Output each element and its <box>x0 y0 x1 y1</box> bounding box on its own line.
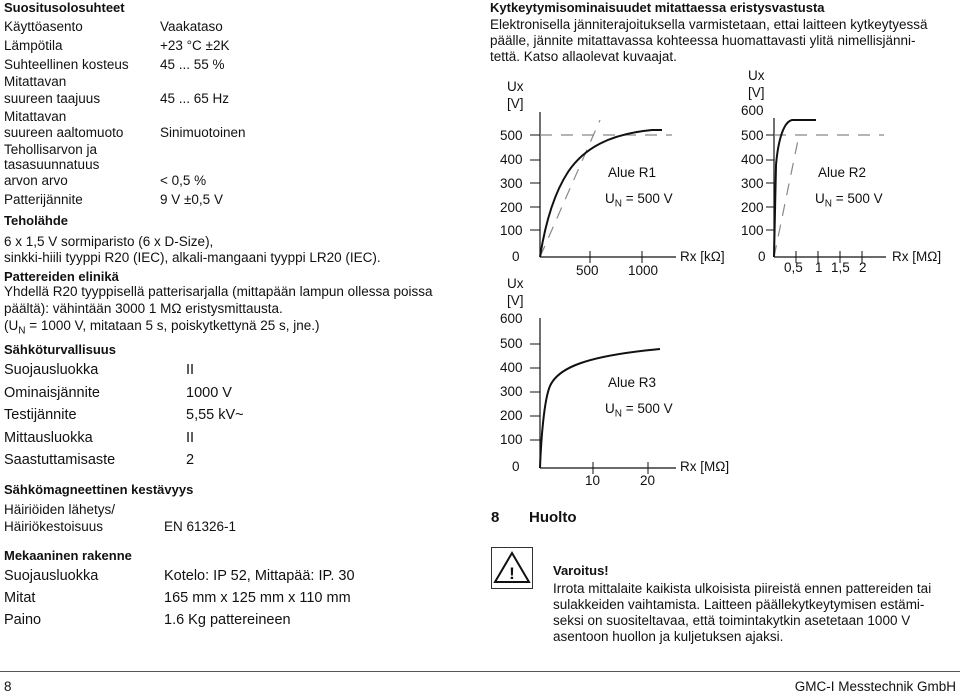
chart-r3-y-ticks <box>530 344 540 440</box>
warning-box <box>491 547 533 589</box>
safety-label-protection-class: Suojausluokka <box>4 362 99 378</box>
safety-label-measurement-category: Mittausluokka <box>4 430 93 446</box>
chart-r1-xtick-500: 500 <box>576 263 599 278</box>
warning-text-1: Irrota mittalaite kaikista ulkoisista piireistä ennen pattereiden tai <box>553 581 932 596</box>
emc-label-1: Häiriöiden lähetys/ <box>4 502 116 517</box>
ref-value-temperature: +23 °C ±2K <box>160 38 230 53</box>
battery-line-2: päältä): vähintään 3000 1 MΩ eristysmittausta. <box>4 301 283 316</box>
footer-divider <box>0 671 960 672</box>
power-line-2: sinkki-hiili tyyppi R20 (IEC), alkali-mangaani tyyppi LR20 (IEC). <box>4 250 381 265</box>
mech-value-weight: 1.6 Kg pattereineen <box>164 612 291 628</box>
battery-line-1: Yhdellä R20 tyyppisellä patterisarjalla (mittapään lampun ollessa poissa <box>4 284 433 299</box>
characteristics-title: Kytkeytymisominaisuudet mitattaessa eristysvastusta <box>490 0 825 15</box>
chart-r2-xtick-0-5: 0,5 <box>784 260 803 275</box>
ref-value-humidity: 45 ... 55 % <box>160 57 225 72</box>
chart-r3-range-label: Alue R3 <box>608 375 657 390</box>
chart-r3-nominal-voltage: $U_N = 500$ V <box>605 401 673 420</box>
characteristics-text-3: tettä. Katso allaolevat kuvaajat. <box>490 49 677 64</box>
ref-value-rms: < 0,5 % <box>160 173 207 188</box>
warning-text-2: sulakkeiden vaihtamista. Laitteen päällekytkeytymisen estämi- <box>553 597 925 612</box>
mech-label-protection: Suojausluokka <box>4 568 99 584</box>
characteristics-text-1: Elektronisella jänniterajoituksella varmistetaan, ettai laitteen kytkeytyessä <box>490 17 928 32</box>
mech-label-weight: Paino <box>4 612 42 628</box>
safety-label-rated-voltage: Ominaisjännite <box>4 385 100 401</box>
svg-text:!: ! <box>509 564 515 583</box>
chart-r2-xtick-2: 2 <box>859 260 867 275</box>
power-supply-title: Teholähde <box>4 213 69 228</box>
ref-label-rms-2: tasasuunnatuus <box>4 157 100 172</box>
page-number: 8 <box>4 679 12 694</box>
mech-value-dimensions: 165 mm x 125 mm x 110 mm <box>164 590 351 606</box>
chart-r1-ytick-0: 0 <box>512 249 520 264</box>
chart-r1-ytick-200: 200 <box>500 200 523 215</box>
battery-life-title: Pattereiden elinikä <box>4 269 119 284</box>
safety-value-test-voltage: 5,55 kV~ <box>186 407 244 423</box>
chart-r2-ytick-0: 0 <box>758 249 766 264</box>
chart-r3-xlabel: Rx [MΩ] <box>680 459 730 474</box>
maintenance-title: Huolto <box>529 509 577 526</box>
safety-value-protection-class: II <box>186 362 195 378</box>
ref-label-temperature: Lämpötila <box>4 38 63 53</box>
safety-value-pollution-degree: 2 <box>186 452 195 468</box>
ref-label-frequency-1: Mitattavan <box>4 74 67 89</box>
ref-label-waveform-2: suureen aaltomuoto <box>4 125 124 140</box>
chart-r2-ytick-600: 600 <box>741 103 764 118</box>
chart-r1-nominal-voltage: $U_N = 500$ V <box>605 191 673 210</box>
chart-r1-xlabel: Rx [kΩ] <box>680 249 725 264</box>
emc-value: EN 61326-1 <box>164 519 237 534</box>
chart-r2-ytick-100: 100 <box>741 223 764 238</box>
chart-r2-ylabel-2: [V] <box>748 85 765 100</box>
warning-text-4: asentoon huollon ja kuljetuksen ajaksi. <box>553 629 784 644</box>
chart-r2-xlabel: Rx [MΩ] <box>892 249 942 264</box>
ref-label-battery: Patterijännite <box>4 192 83 207</box>
chart-r1-xtick-1000: 1000 <box>628 263 659 278</box>
chart-r3-ytick-600: 600 <box>500 311 523 326</box>
ref-label-frequency-2: suureen taajuus <box>4 91 101 106</box>
chart-r3-ylabel-1: Ux <box>507 276 524 291</box>
warning-text-3: seksi on suositeltavaa, että toimintakytkin asetetaan 1000 V <box>553 613 911 628</box>
mech-value-protection: Kotelo: IP 52, Mittapää: IP. 30 <box>164 568 355 584</box>
ref-value-battery: 9 V ±0,5 V <box>160 192 223 207</box>
chart-r2-ytick-300: 300 <box>741 176 764 191</box>
ref-label-rms-3: arvon arvo <box>4 173 68 188</box>
chart-r3-xtick-10: 10 <box>585 473 601 488</box>
chart-r1-ylabel-2: [V] <box>507 96 524 111</box>
reference-conditions-title: Suositusolosuhteet <box>4 0 125 15</box>
ref-value-frequency: 45 ... 65 Hz <box>160 91 230 106</box>
ref-value-waveform: Sinimuotoinen <box>160 125 246 140</box>
chart-r2-ytick-200: 200 <box>741 200 764 215</box>
emc-title: Sähkömagneettinen kestävyys <box>4 482 194 497</box>
battery-line-3: ($U_N = 1000$ V, mitataan 5 s, poiskytkettynä 25 s, jne.) <box>4 318 320 337</box>
chart-r1-range-label: Alue R1 <box>608 165 657 180</box>
safety-label-pollution-degree: Saastuttamisaste <box>4 452 116 468</box>
chart-r2-xtick-1: 1 <box>815 260 823 275</box>
characteristics-text-2: päälle, jännite mitattavassa kohteessa huomattavasti ylitä nimellisjänni- <box>490 33 916 48</box>
chart-r3-ytick-0: 0 <box>512 459 520 474</box>
chart-r2-ytick-500: 500 <box>741 128 764 143</box>
safety-value-rated-voltage: 1000 V <box>186 385 232 401</box>
chart-r2-nominal-voltage: $U_N = 500$ V <box>815 191 883 210</box>
mech-label-dimensions: Mitat <box>4 590 36 606</box>
chart-r3-ytick-400: 400 <box>500 360 523 375</box>
safety-value-measurement-category: II <box>186 430 195 446</box>
chart-r3-ytick-100: 100 <box>500 432 523 447</box>
chart-r3-ylabel-2: [V] <box>507 293 524 308</box>
warning-title: Varoitus! <box>553 563 609 578</box>
brand-name: GMC-I Messtechnik GmbH <box>794 679 956 694</box>
chart-r1-ylabel-1: Ux <box>507 79 524 94</box>
mechanical-title: Mekaaninen rakenne <box>4 548 132 563</box>
ref-value-position: Vaakataso <box>160 19 223 34</box>
electrical-safety-title: Sähköturvallisuus <box>4 342 116 357</box>
ref-label-humidity: Suhteellinen kosteus <box>4 57 129 72</box>
ref-label-position: Käyttöasento <box>4 19 83 34</box>
ref-label-rms-1: Tehollisarvon ja <box>4 142 98 157</box>
chart-r1-ytick-500: 500 <box>500 128 523 143</box>
chart-r3-ytick-200: 200 <box>500 408 523 423</box>
chart-r1-ytick-400: 400 <box>500 152 523 167</box>
chart-r1-ytick-300: 300 <box>500 176 523 191</box>
chart-r2-ylabel-1: Ux <box>748 68 765 83</box>
chart-r1-ytick-100: 100 <box>500 223 523 238</box>
chart-r2-ytick-400: 400 <box>741 152 764 167</box>
chart-r3-ytick-300: 300 <box>500 384 523 399</box>
emc-label-2: Häiriökestoisuus <box>4 519 104 534</box>
safety-label-test-voltage: Testijännite <box>4 407 77 423</box>
chart-r2-range-label: Alue R2 <box>818 165 867 180</box>
maintenance-number: 8 <box>491 509 500 526</box>
chart-r2-xtick-1-5: 1,5 <box>831 260 850 275</box>
chart-r3-xtick-20: 20 <box>640 473 656 488</box>
ref-label-waveform-1: Mitattavan <box>4 109 67 124</box>
chart-r3-ytick-500: 500 <box>500 336 523 351</box>
power-line-1: 6 x 1,5 V sormiparisto (6 x D-Size), <box>4 234 214 249</box>
warning-triangle-icon <box>492 548 532 588</box>
